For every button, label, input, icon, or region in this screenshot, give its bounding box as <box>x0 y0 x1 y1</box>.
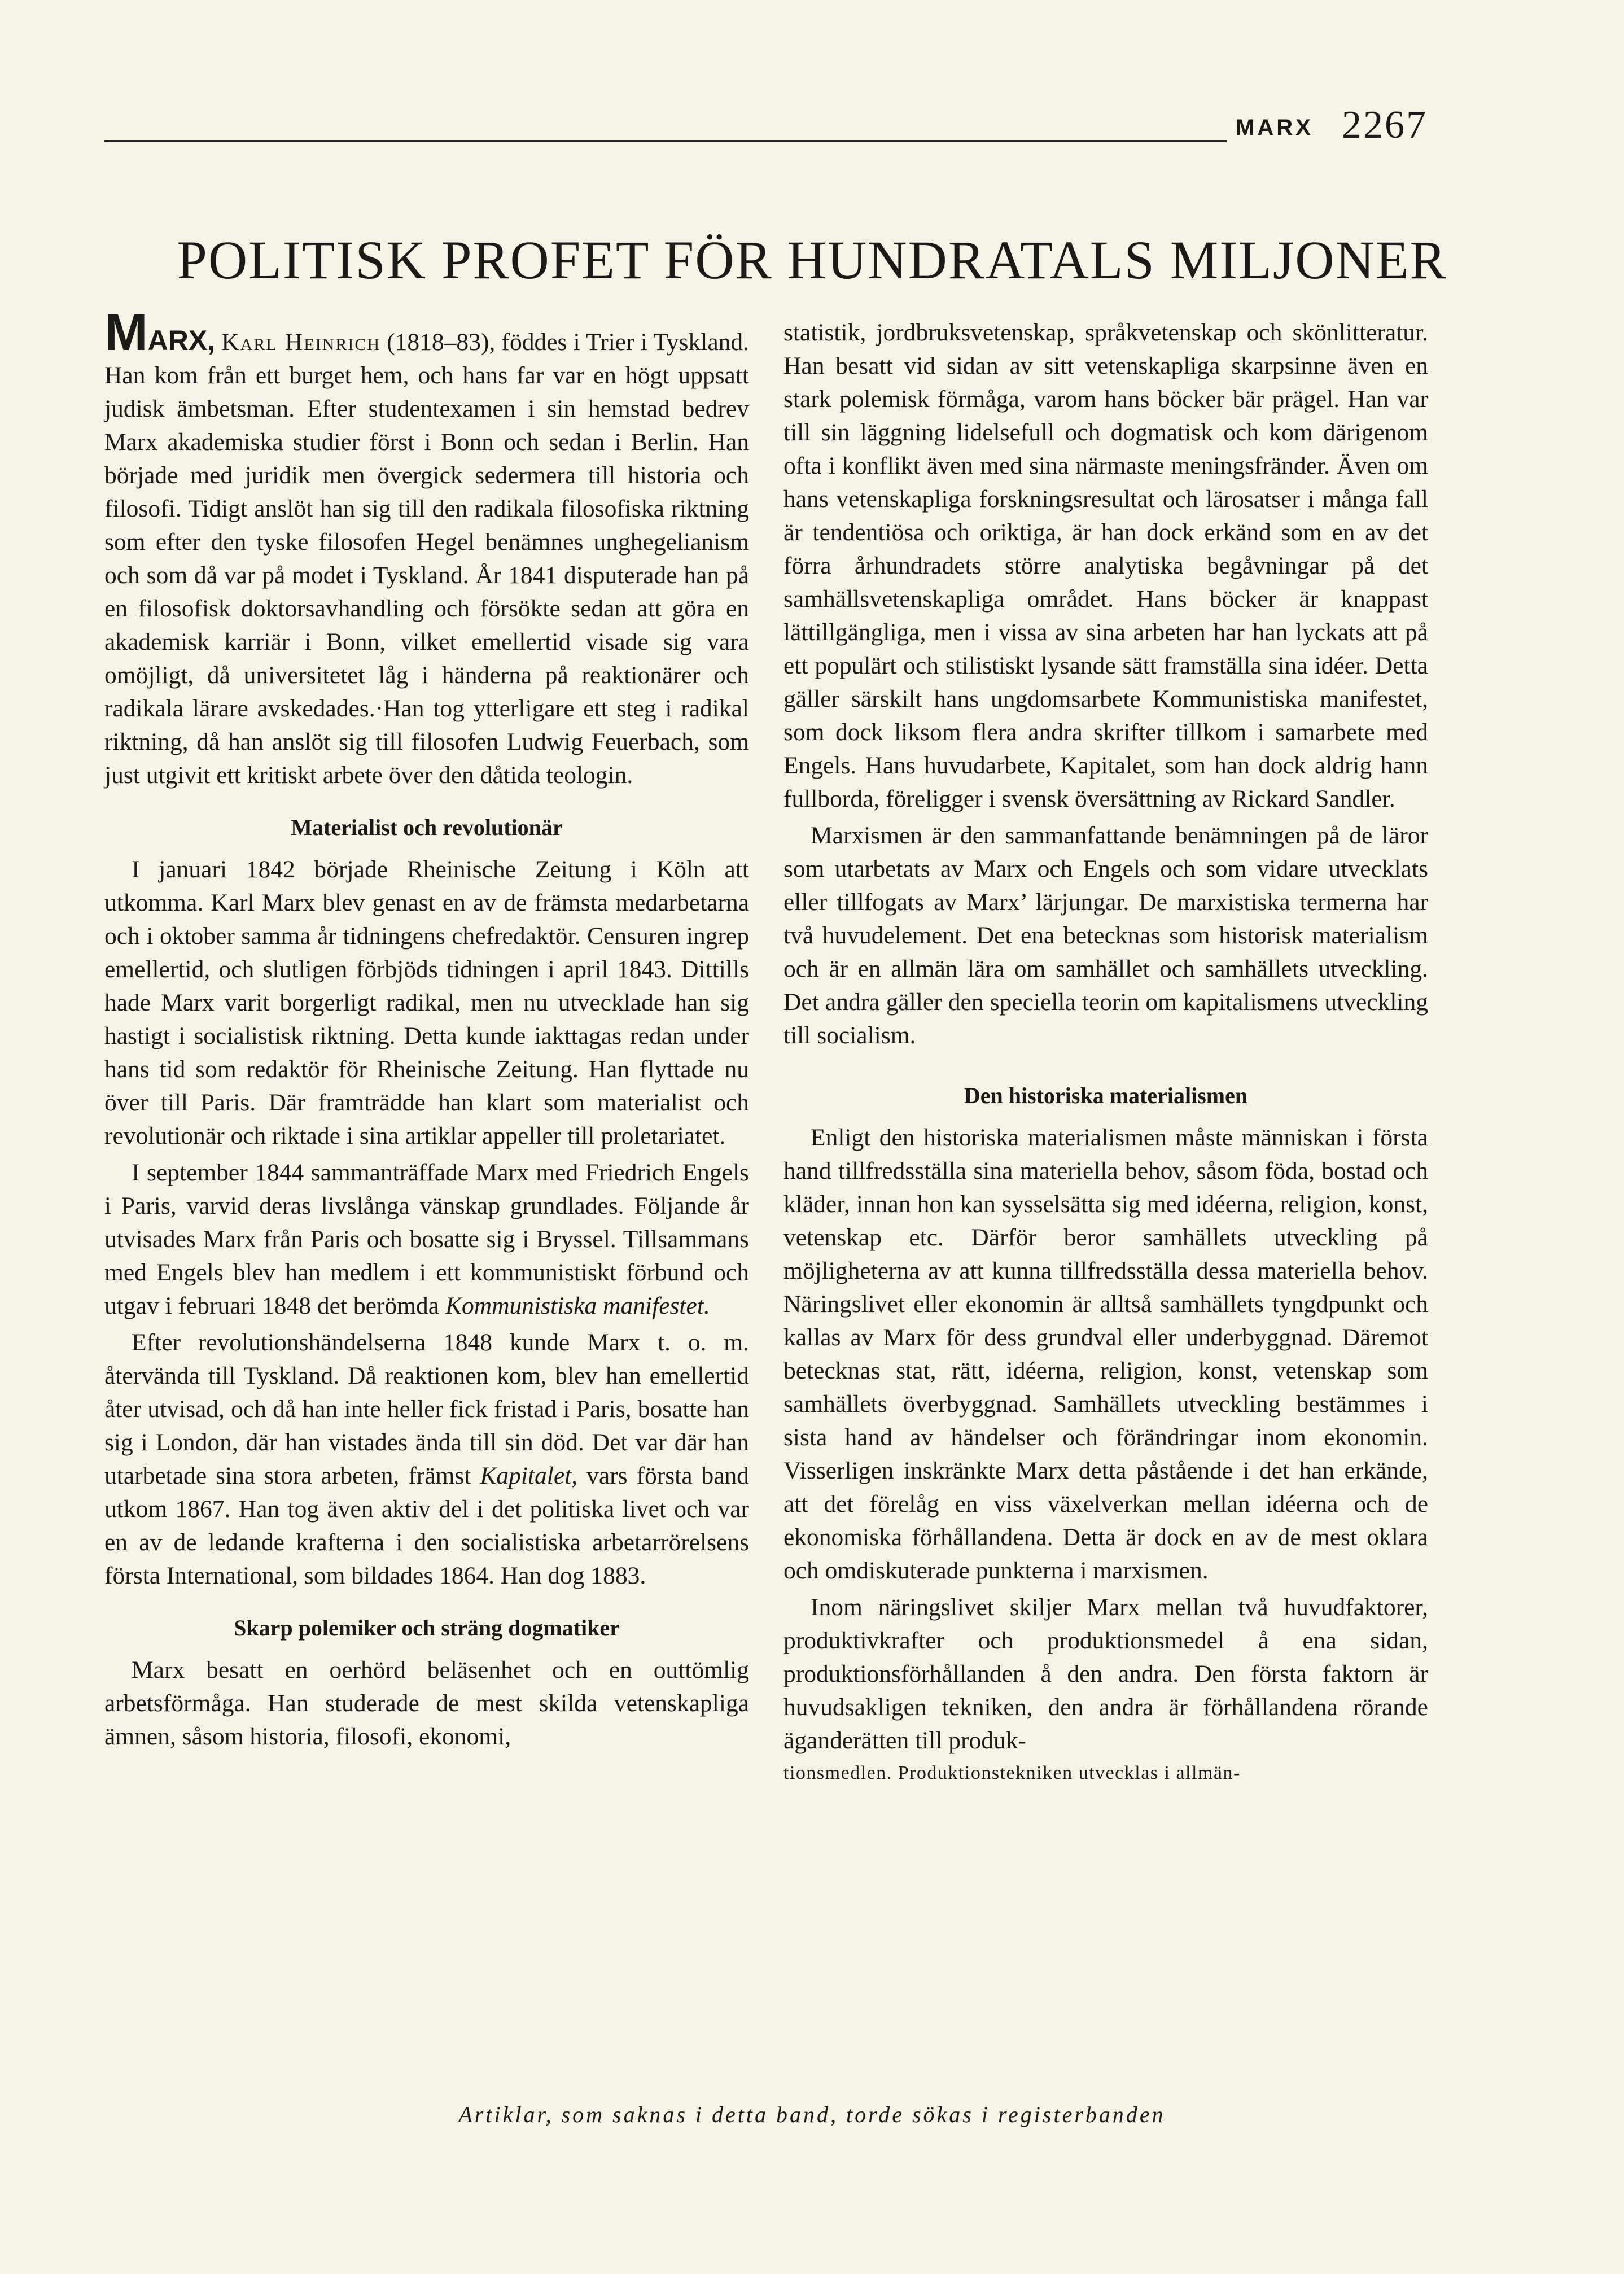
footer-note: Artiklar, som saknas i detta band, torde sökas i registerbanden <box>458 2102 1166 2127</box>
paragraph: I januari 1842 började Rheinische Zeitung i Köln att utkomma. Karl Marx blev genast en av de främsta medarbetarna och i oktober samma år tidningens chefredaktör. Censuren ingrep emellertid, och slutligen förbjöds tidningen i april 1843. Dittills hade Marx varit borgerligt radikal, men nu utvecklade han sig hastigt i socialistisk riktning. Detta kunde iakttagas redan under hans tid som redaktör för Rheinische Zeitung. Han flyttade nu över till Paris. Där framträdde han klart som materialist och revolutionär och riktade i sina artiklar appeller till proletariatet. <box>104 856 749 1149</box>
article-headline: POLITISK PROFET FÖR HUNDRATALS MILJONER <box>177 230 1447 290</box>
section-heading-materialist: Materialist och revolutionär <box>291 815 563 840</box>
entry-name-initial: M <box>104 304 148 361</box>
entry-given-names: Karl Heinrich <box>221 329 380 356</box>
running-header <box>104 103 1435 158</box>
header-rule <box>104 140 1227 142</box>
right-column <box>783 316 1428 1786</box>
paragraph: Inom näringslivet skiljer Marx mellan två huvudfaktorer, produktivkrafter och produktionsmedel å ena sidan, produktionsförhållanden å den andra. Den första faktorn är huvudsakligen tekniken, den andra är förhållandena rörande äganderätten till produk- <box>783 1594 1428 1754</box>
entry-lead-paragraph <box>104 304 750 792</box>
paragraph-continued: statistik, jordbruksvetenskap, språkvetenskap och skönlitteratur. Han besatt vid sidan av sitt vetenskapliga skarpsinne även en stark polemisk förmåga, varom hans böcker bär prägel. Han var till sin läggning lidelsefull och dogmatisk och kom därigenom ofta i konflikt även med sina närmaste meningsfränder. Även om hans vetenskapliga forskningsresultat och lärosatser i många fall är tendentiösa och oriktiga, är han dock erkänd som en av det förra århundradets större analytiska begåvningar på det samhällsvetenskapliga området. Hans böcker är knappast lättillgängliga, men i vissa av sina arbeten har han lyckats att på ett populärt och stilistiskt lysande sätt framställa sina idéer. Detta gäller särskilt hans ungdomsarbete Kommunistiska manifestet, som dock liksom flera andra skrifter tillkom i samarbete med Engels. Hans huvudarbete, Kapitalet, som han dock aldrig hann fullborda, föreligger i svensk översättning av Rickard Sandler. <box>783 319 1428 812</box>
section-heading-historiska-materialismen: Den historiska materialismen <box>964 1083 1248 1108</box>
entry-name-rest: ARX, <box>147 325 216 356</box>
paragraph-small-print: tionsmedlen. Produktionstekniken utvecklas i allmän- <box>783 1763 1241 1783</box>
paragraph: Marx besatt en oerhörd beläsenhet och en outtömlig arbetsförmåga. Han studerade de mest skilda vetenskapliga ämnen, såsom historia, filosofi, ekonomi, <box>104 1656 749 1750</box>
left-column <box>104 304 750 1753</box>
paragraph-text: I september 1844 sammanträffade Marx med Friedrich Engels i Paris, varvid deras livslånga vänskap grundlades. Följande år utvisades Marx från Paris och bosatte sig i Bryssel. Tillsammans med Engels blev han medlem i ett kommunistiskt förbund och utgav i februari 1848 det berömda <box>104 1159 749 1319</box>
entry-name <box>104 304 216 361</box>
entry-lead-text: (1818–83), föddes i Trier i Tyskland. Han kom från ett burget hem, och hans far var en högt uppsatt judisk ämbetsman. Efter studentexamen i sin hemstad bedrev Marx akademiska studier först i Bonn och sedan i Berlin. Han började med juridik men övergick sedermera till historia och filosofi. Tidigt anslöt han sig till den radikala filosofiska riktning som efter den tyske filosofen Hegel benämnes unghegelianism och som då var på modet i Tyskland. År 1841 disputerade han på en filosofisk doktorsavhandling och försökte sedan att göra en akademisk karriär i Bonn, vilket emellertid visade sig vara omöjligt, då universitetet låg i händerna på reaktionärer och radikala lärare avskedades.·Han tog ytterligare ett steg i radikal riktning, då han anslöt sig till filosofen Ludwig Feuerbach, som just utgivit ett kritiskt arbete över den dåtida teologin. <box>104 329 750 789</box>
italic-title: Kommunistiska manifestet. <box>445 1292 710 1319</box>
header-section-word: MARX <box>1236 115 1314 140</box>
paragraph: Enligt den historiska materialismen måste människan i första hand tillfredsställa sina materiella behov, såsom föda, bostad och kläder, innan hon kan sysselsätta sig med idéerna, religion, konst, vetenskap etc. Därför beror samhällets utveckling på möjligheterna av att kunna tillfredsställa dessa materiella behov. Näringslivet eller ekonomin är alltså samhällets tyngdpunkt och kallas av Marx för dess grundval eller underbyggnad. Däremot betecknas stat, rätt, idéerna, religion, konst, vetenskap som samhällets överbyggnad. Samhällets utveckling bestämmes i sista hand av händelser och förändringar inom ekonomin. Visserligen inskränkte Marx detta påstående i det han erkände, att det förelåg en viss växelverkan mellan idéerna och de ekonomiska förhållandena. Detta är dock en av de mest oklara och omdiskuterade punkterna i marxismen. <box>783 1124 1428 1584</box>
page-number: 2267 <box>1342 103 1428 147</box>
paragraph: Marxismen är den sammanfattande benämningen på de läror som utarbetats av Marx och Engels och som vidare utvecklats eller tillfogats av Marx’ lärjungar. De marxistiska termerna har två huvudelement. Det ena betecknas som historisk materialism och är en allmän lära om samhället och samhällets utveckling. Det andra gäller den speciella teorin om kapitalismens utveckling till socialism. <box>783 822 1428 1049</box>
paragraph-text: vars första band utkom 1867. Han tog även aktiv del i det politiska livet och var en av de ledande krafterna i den socialistiska arbetarrörelsens första International, som bildades 1864. Han dog 1883. <box>104 1462 750 1589</box>
paragraph-text: Efter revolutionshändelserna 1848 kunde Marx t. o. m. återvända till Tyskland. Då reaktionen kom, blev han emellertid åter utvisad, och då han inte heller fick fristad i Paris, bosatte han sig i London, där han vistades ända till sin död. Det var där han utarbetade sina stora arbeten, främst <box>104 1329 749 1489</box>
paragraph <box>104 1156 749 1323</box>
italic-title: Kapitalet, <box>480 1462 578 1489</box>
section-heading-polemiker: Skarp polemiker och sträng dogmatiker <box>234 1615 620 1641</box>
paragraph <box>104 1326 749 1593</box>
